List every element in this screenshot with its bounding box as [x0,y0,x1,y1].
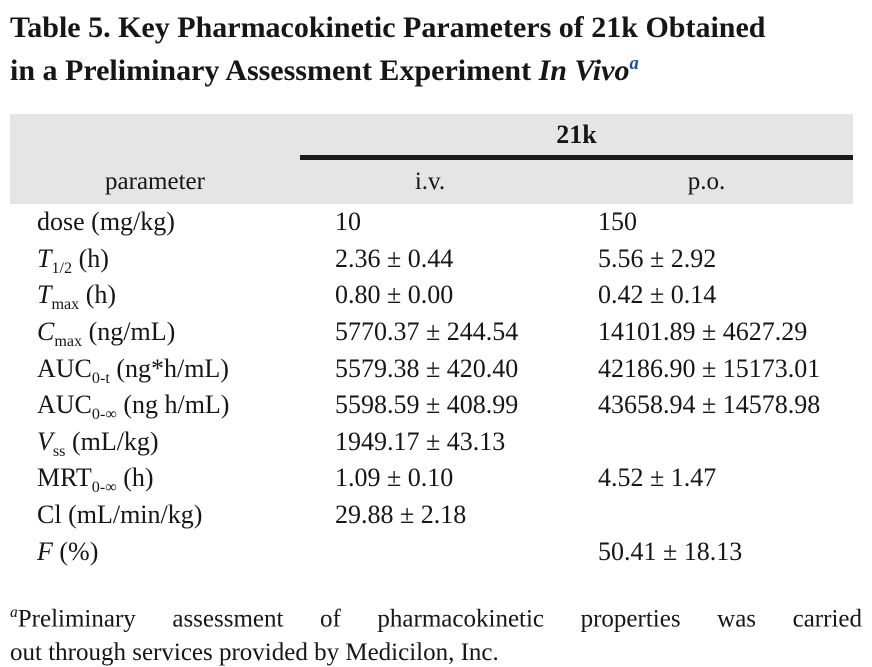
table-row [10,277,853,314]
table-row [10,424,853,461]
iv-value-cell: 1.09 ± 0.10 [335,463,454,493]
footnote [10,596,862,667]
table-row [10,387,853,424]
po-value-cell: 43658.94 ± 14578.98 [598,390,821,420]
caption-invivo: In Vivo [538,54,630,87]
parameter-cell: $T_{1/2}$ (h) [37,243,109,278]
table-caption [10,10,862,89]
iv-value-cell: 29.88 ± 2.18 [335,500,467,530]
caption-line-2-text: in a Preliminary Assessment Experiment [10,54,539,87]
parameter-cell: $MRT_{0-\infty}$ (h) [37,463,154,497]
footnote-line-1 [10,596,862,636]
table-row [10,497,853,534]
table-row [10,460,853,497]
footnote-marker: a [10,603,18,621]
table-header-band [10,114,853,204]
iv-value-cell: 10 [335,207,361,237]
iv-value-cell: 5579.38 ± 420.40 [335,353,519,383]
footnote-line-2: out through services provided by Medicilon, Inc. [10,639,499,667]
parameter-cell: $AUC_{0-t}$ (ng*h/mL) [37,353,229,387]
table-row [10,241,853,278]
column-header-row [10,160,853,204]
footnote-line-1-text: Preliminary assessment of pharmacokinetic properties was carried [17,605,862,633]
parameter-cell: F (%) [37,536,99,566]
table-row [10,204,853,241]
po-value-cell: 0.42 ± 0.14 [598,280,717,310]
po-value-cell: 50.41 ± 18.13 [598,536,743,566]
iv-value-cell: 1949.17 ± 43.13 [335,426,506,456]
column-header-parameter: parameter [105,168,205,195]
parameter-cell: $V_{ss}$ (mL/kg) [37,426,159,461]
group-header-21k: 21k [556,119,597,149]
po-value-cell: 4.52 ± 1.47 [598,463,717,493]
table-body [10,204,853,570]
po-value-cell: 150 [598,207,637,237]
table-row [10,314,853,351]
iv-value-cell: 2.36 ± 0.44 [335,243,454,273]
caption-line-2 [10,46,862,89]
group-header-spacer [10,114,300,160]
iv-value-cell: 5598.59 ± 408.99 [335,390,519,420]
parameter-cell: $T_{max}$ (h) [37,280,117,314]
po-value-cell: 5.56 ± 2.92 [598,243,717,273]
iv-value-cell: 5770.37 ± 244.54 [335,317,519,347]
parameter-cell: $C_{max}$ (ng/mL) [37,317,176,351]
table-row [10,533,853,570]
parameter-cell: dose (mg/kg) [37,207,175,237]
parameter-cell: $AUC_{0-\infty}$ (ng h/mL) [37,390,230,424]
po-value-cell: 42186.90 ± 15173.01 [598,353,821,383]
caption-line-1: Table 5. Key Pharmacokinetic Parameters of 21k Obtained [10,11,766,44]
group-header-cell [300,114,853,160]
column-header-iv: i.v. [414,168,446,195]
table-row [10,350,853,387]
column-header-po: p.o. [687,168,726,195]
iv-value-cell: 0.80 ± 0.00 [335,280,454,310]
column-group-row [10,114,853,160]
caption-footnote-marker: a [629,53,639,74]
parameter-cell: Cl (mL/min/kg) [37,500,203,530]
po-value-cell: 14101.89 ± 4627.29 [598,317,808,347]
